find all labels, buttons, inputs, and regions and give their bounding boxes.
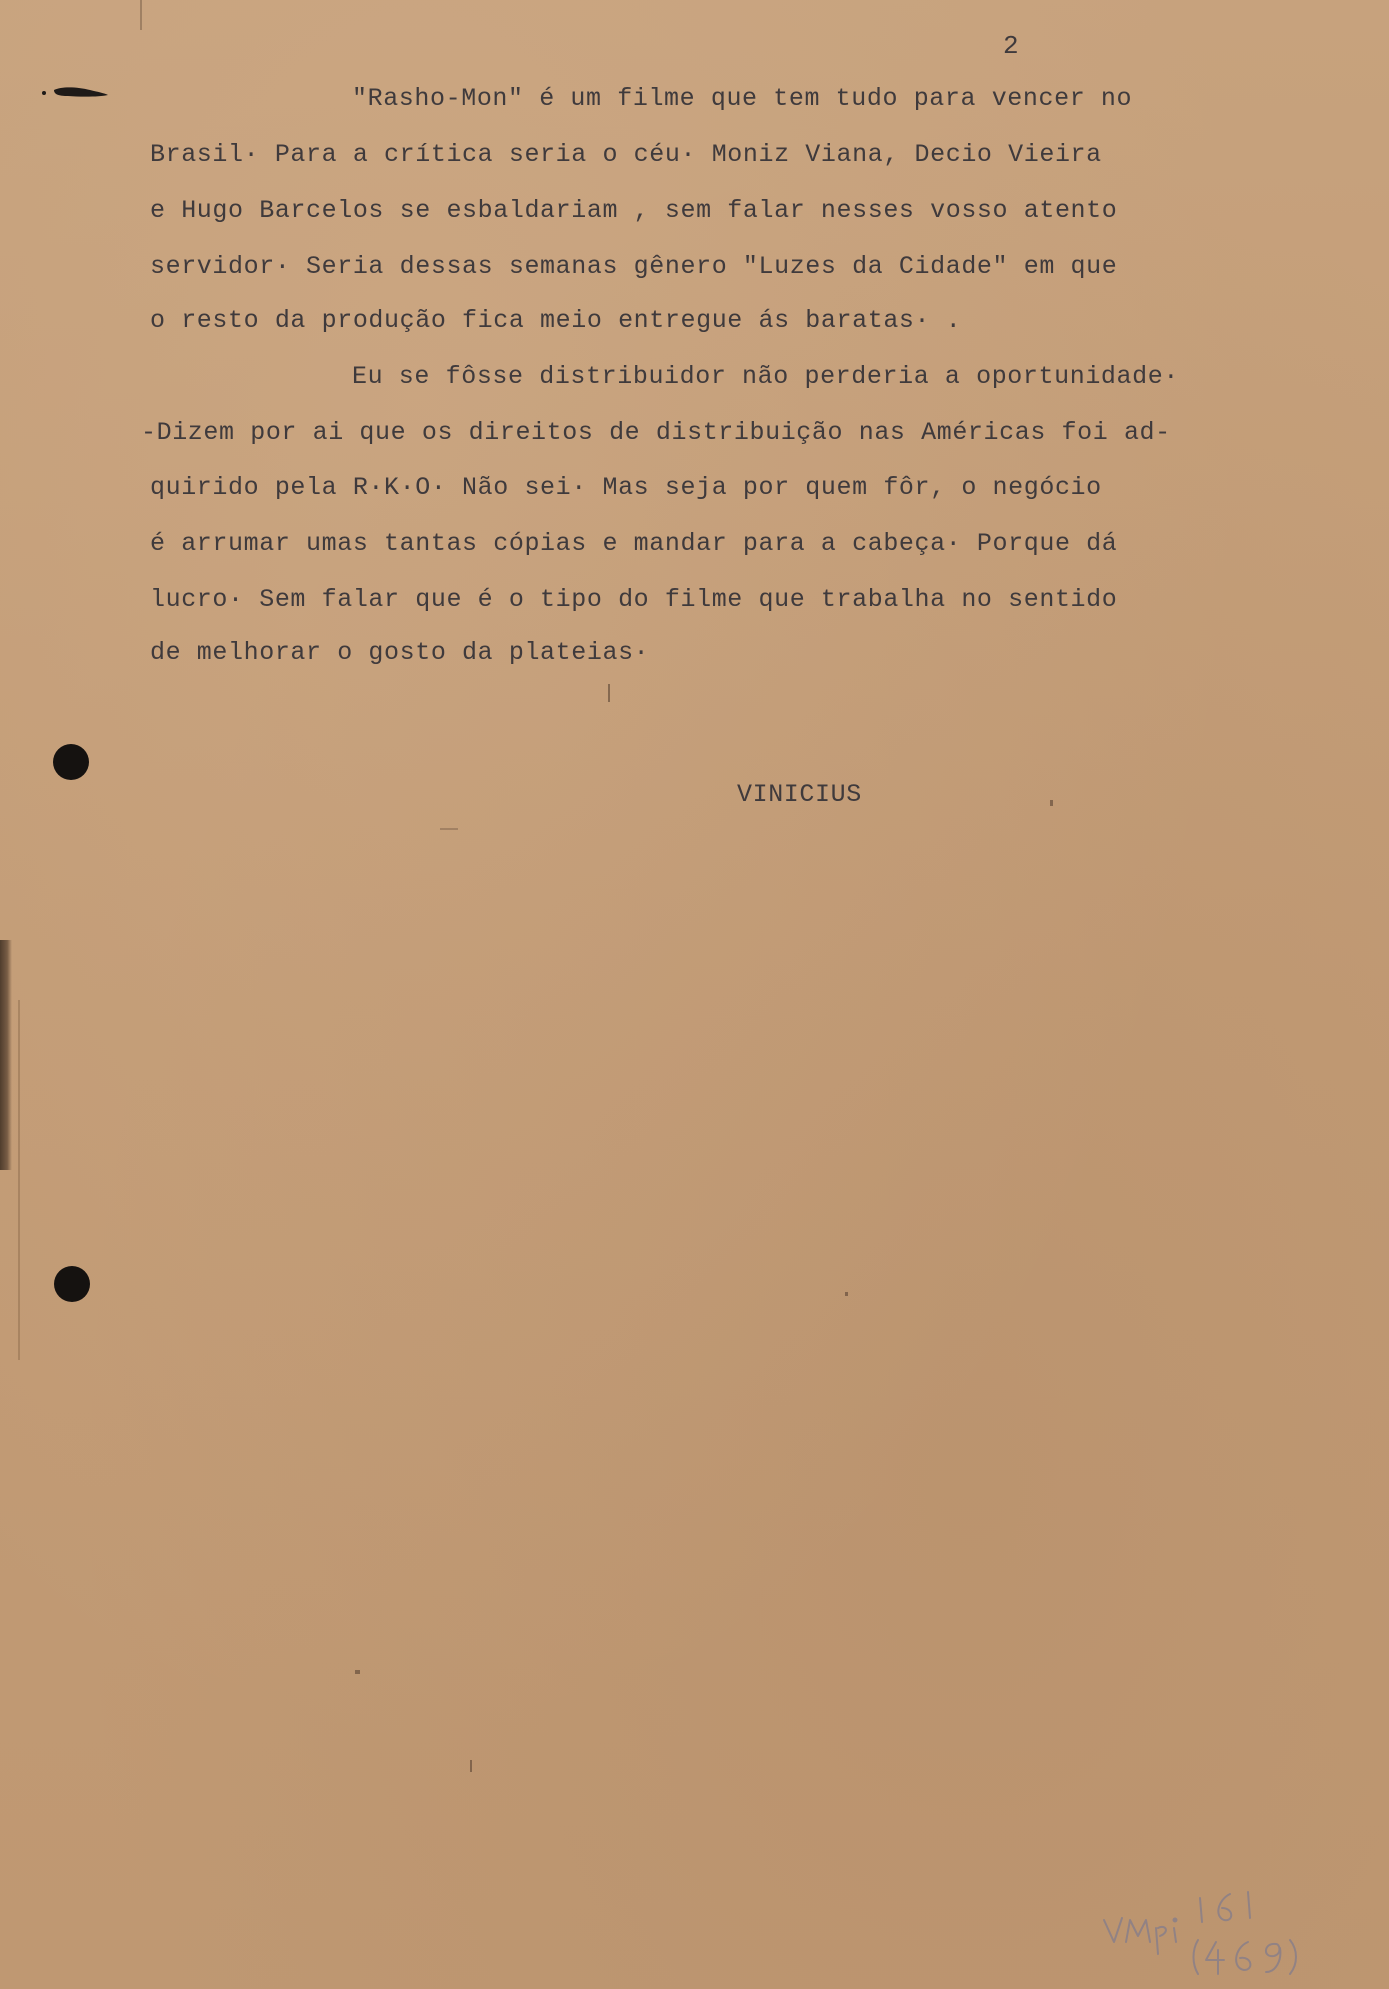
text-line: "Rasho-Mon" é um filme que tem tudo para vencer no	[352, 84, 1133, 113]
punch-hole	[53, 744, 89, 780]
punch-hole	[54, 1266, 90, 1302]
text-line: -Dizem por ai que os direitos de distribuição nas Américas foi ad-	[141, 418, 1171, 447]
text-line: Eu se fôsse distribuidor não perderia a oportunidade·	[352, 362, 1179, 391]
handwritten-archive-note	[1100, 1880, 1310, 1980]
paper-speck	[470, 1760, 472, 1772]
text-line: Brasil· Para a crítica seria o céu· Moniz Viana, Decio Vieira	[150, 140, 1102, 169]
paper-speck	[608, 684, 610, 702]
paper-speck	[845, 1292, 848, 1296]
paper-speck	[140, 0, 142, 30]
text-line: servidor· Seria dessas semanas gênero "Luzes da Cidade" em que	[150, 252, 1118, 281]
text-line: quirido pela R·K·O· Não sei· Mas seja por quem fôr, o negócio	[150, 473, 1102, 502]
text-line: lucro· Sem falar que é o tipo do filme que trabalha no sentido	[150, 585, 1118, 614]
page-number: 2	[1003, 31, 1020, 61]
text-line: o resto da produção fica meio entregue ás baratas· .	[150, 306, 962, 335]
text-line: é arrumar umas tantas cópias e mandar para a cabeça· Porque dá	[150, 529, 1118, 558]
text-line: de melhorar o gosto da plateias·	[150, 638, 650, 667]
paper-fold-edge	[0, 1000, 20, 1360]
paper-speck	[1050, 800, 1053, 806]
ink-blot-mark	[40, 84, 110, 100]
signature: VINICIUS	[737, 780, 862, 809]
paper-speck	[440, 828, 458, 830]
text-line: e Hugo Barcelos se esbaldariam , sem falar nesses vosso atento	[150, 196, 1118, 225]
paper-speck	[355, 1670, 360, 1674]
